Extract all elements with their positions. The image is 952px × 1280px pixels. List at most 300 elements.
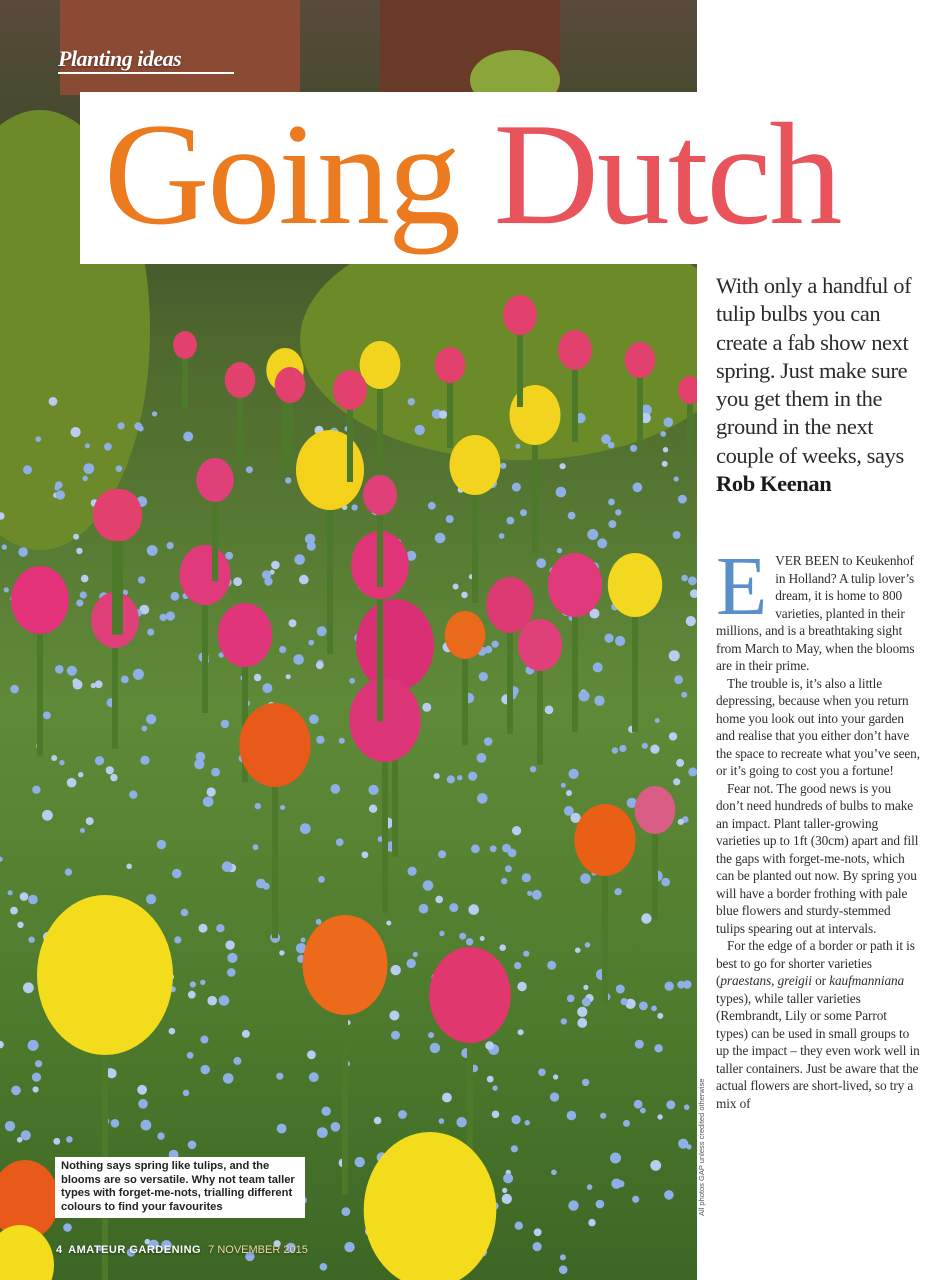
forget-me-not-bloom (65, 868, 72, 875)
forget-me-not-bloom (657, 1013, 663, 1019)
tulip-bloom (0, 1225, 54, 1280)
forget-me-not-bloom (23, 982, 34, 993)
forget-me-not-bloom (567, 995, 575, 1003)
forget-me-not-bloom (80, 591, 87, 598)
forget-me-not-bloom (511, 1115, 520, 1124)
forget-me-not-bloom (86, 817, 94, 825)
tulip-stem (652, 824, 658, 920)
forget-me-not-bloom (21, 1130, 31, 1140)
tulip-stem (447, 376, 453, 448)
tulip-stem (237, 391, 243, 463)
forget-me-not-bloom (55, 665, 64, 674)
forget-me-not-bloom (674, 675, 683, 684)
forget-me-not-bloom (650, 745, 659, 754)
forget-me-not-bloom (435, 533, 446, 544)
forget-me-not-bloom (172, 869, 181, 878)
forget-me-not-bloom (391, 965, 401, 975)
forget-me-not-bloom (203, 797, 214, 808)
forget-me-not-bloom (18, 547, 28, 557)
headline-word-1: Going (104, 93, 459, 255)
forget-me-not-bloom (316, 919, 322, 925)
forget-me-not-bloom (76, 599, 83, 606)
drop-cap: E (716, 540, 768, 633)
forget-me-not-bloom (246, 466, 253, 473)
paragraph-1-text: VER BEEN to Keukenhof in Holland? A tulip lover’s dream, it is home to 800 varieties, planted in their millions, and is a breathtaking sight from March to May, when the blooms are in their prime. (716, 553, 915, 673)
forget-me-not-bloom (78, 772, 83, 777)
forget-me-not-bloom (293, 654, 304, 665)
forget-me-not-bloom (447, 775, 455, 783)
forget-me-not-bloom (547, 961, 556, 970)
forget-me-not-bloom (479, 672, 488, 681)
forget-me-not-bloom (457, 775, 462, 780)
tulip-stem (287, 396, 293, 468)
forget-me-not-bloom (10, 685, 19, 694)
forget-me-not-bloom (262, 683, 272, 693)
tulip-bloom (303, 915, 388, 1015)
forget-me-not-bloom (512, 826, 521, 835)
tulip-stem (462, 649, 468, 745)
tulip-bloom (333, 370, 367, 410)
forget-me-not-bloom (2, 544, 7, 549)
forget-me-not-bloom (499, 533, 505, 539)
article-body (716, 540, 920, 1112)
forget-me-not-bloom (536, 558, 546, 568)
forget-me-not-bloom (560, 463, 566, 469)
forget-me-not-bloom (200, 980, 205, 985)
forget-me-not-bloom (657, 1114, 662, 1119)
forget-me-not-bloom (66, 1136, 73, 1143)
forget-me-not-bloom (651, 1006, 657, 1012)
forget-me-not-bloom (286, 674, 291, 679)
forget-me-not-bloom (141, 1120, 152, 1131)
forget-me-not-bloom (561, 783, 566, 788)
forget-me-not-bloom (95, 756, 104, 765)
forget-me-not-bloom (634, 1100, 643, 1109)
forget-me-not-bloom (503, 1173, 513, 1183)
forget-me-not-bloom (389, 1011, 399, 1021)
forget-me-not-bloom (681, 692, 687, 698)
forget-me-not-bloom (678, 495, 687, 504)
forget-me-not-bloom (639, 1002, 648, 1011)
forget-me-not-bloom (233, 1057, 241, 1065)
forget-me-not-bloom (56, 490, 65, 499)
forget-me-not-bloom (669, 650, 680, 661)
forget-me-not-bloom (532, 890, 542, 900)
forget-me-not-bloom (438, 850, 446, 858)
forget-me-not-bloom (33, 1086, 39, 1092)
tulip-bloom (349, 678, 420, 762)
forget-me-not-bloom (20, 892, 29, 901)
forget-me-not-bloom (612, 747, 618, 753)
forget-me-not-bloom (518, 1029, 524, 1035)
forget-me-not-bloom (309, 714, 319, 724)
page-number: 4 (56, 1244, 63, 1256)
tulip-bloom (196, 458, 233, 502)
forget-me-not-bloom (199, 924, 208, 933)
tulip-bloom (360, 341, 401, 389)
forget-me-not-bloom (484, 737, 493, 746)
forget-me-not-bloom (166, 611, 175, 620)
forget-me-not-bloom (207, 787, 216, 796)
p4-text-c: or (811, 973, 830, 988)
forget-me-not-bloom (4, 587, 9, 592)
forget-me-not-bloom (676, 759, 684, 767)
p4-text-a: For the edge of a border or path it is best to go for shorter varieties ( (716, 938, 915, 988)
forget-me-not-bloom (660, 431, 666, 437)
forget-me-not-bloom (502, 1188, 507, 1193)
forget-me-not-bloom (577, 1018, 587, 1028)
forget-me-not-bloom (608, 520, 616, 528)
forget-me-not-bloom (439, 1118, 445, 1124)
forget-me-not-bloom (522, 873, 531, 882)
forget-me-not-bloom (525, 1120, 530, 1125)
tulip-stem (112, 637, 118, 749)
kicker-underline (58, 72, 234, 74)
forget-me-not-bloom (615, 636, 625, 646)
forget-me-not-bloom (225, 940, 234, 949)
forget-me-not-bloom (8, 890, 13, 895)
forget-me-not-bloom (43, 712, 51, 720)
forget-me-not-bloom (435, 896, 443, 904)
forget-me-not-bloom (587, 529, 598, 540)
tulip-stem (347, 402, 353, 482)
forget-me-not-bloom (502, 844, 511, 853)
forget-me-not-bloom (686, 616, 696, 626)
forget-me-not-bloom (254, 674, 261, 681)
forget-me-not-bloom (11, 1086, 21, 1096)
tulip-bloom (429, 947, 511, 1043)
forget-me-not-bloom (138, 1099, 148, 1109)
forget-me-not-bloom (559, 1265, 568, 1274)
forget-me-not-bloom (530, 766, 536, 772)
forget-me-not-bloom (580, 873, 591, 884)
tulip-stem (202, 593, 208, 713)
forget-me-not-bloom (307, 1050, 316, 1059)
section-kicker: Planting ideas (58, 46, 182, 71)
forget-me-not-bloom (673, 531, 681, 539)
tulip-stem (327, 494, 333, 654)
standfirst (716, 272, 926, 498)
forget-me-not-bloom (305, 534, 315, 544)
forget-me-not-bloom (684, 1104, 690, 1110)
forget-me-not-bloom (545, 706, 554, 715)
forget-me-not-bloom (309, 1072, 319, 1082)
forget-me-not-bloom (511, 1145, 518, 1152)
forget-me-not-bloom (216, 924, 224, 932)
headline (104, 94, 840, 254)
forget-me-not-bloom (485, 646, 493, 654)
forget-me-not-bloom (0, 857, 3, 862)
author-name: Rob Keenan (716, 471, 832, 497)
forget-me-not-bloom (116, 465, 123, 472)
forget-me-not-bloom (582, 998, 591, 1007)
forget-me-not-bloom (408, 867, 417, 876)
p4-species-1: praestans (720, 973, 772, 988)
forget-me-not-bloom (316, 736, 324, 744)
forget-me-not-bloom (550, 1092, 559, 1101)
forget-me-not-bloom (512, 483, 521, 492)
tulip-stem (572, 362, 578, 442)
magazine-name: AMATEUR GARDENING (68, 1244, 202, 1256)
forget-me-not-bloom (641, 913, 651, 923)
forget-me-not-bloom (91, 683, 96, 688)
forget-me-not-bloom (461, 592, 468, 599)
forget-me-not-bloom (553, 1074, 558, 1079)
forget-me-not-bloom (83, 463, 94, 474)
forget-me-not-bloom (28, 1040, 39, 1051)
forget-me-not-bloom (577, 1007, 587, 1017)
paragraph-2: The trouble is, it’s also a little depressing, because when you return home you look out into your garden and realise that you either don’t have the space to recreate what you’ve seen, or it’s going to cost you a fortune! (716, 675, 920, 778)
tulip-bloom (225, 362, 256, 398)
forget-me-not-bloom (95, 680, 103, 688)
tulip-stem (377, 379, 383, 475)
forget-me-not-bloom (492, 641, 499, 648)
forget-me-not-bloom (615, 509, 621, 515)
tulip-stem (532, 433, 538, 553)
forget-me-not-bloom (211, 768, 220, 777)
forget-me-not-bloom (352, 504, 358, 510)
forget-me-not-bloom (147, 629, 154, 636)
forget-me-not-bloom (167, 542, 174, 549)
forget-me-not-bloom (520, 509, 527, 516)
forget-me-not-bloom (386, 921, 391, 926)
forget-me-not-bloom (107, 1069, 117, 1079)
forget-me-not-bloom (604, 634, 613, 643)
forget-me-not-bloom (664, 1190, 674, 1200)
forget-me-not-bloom (55, 481, 63, 489)
forget-me-not-bloom (207, 996, 217, 1006)
forget-me-not-bloom (219, 995, 230, 1006)
forget-me-not-bloom (59, 760, 64, 765)
forget-me-not-bloom (583, 985, 588, 990)
forget-me-not-bloom (608, 499, 615, 506)
forget-me-not-bloom (67, 778, 77, 788)
forget-me-not-bloom (51, 755, 57, 761)
tulip-stem (342, 995, 348, 1195)
forget-me-not-bloom (665, 982, 674, 991)
forget-me-not-bloom (318, 876, 325, 883)
forget-me-not-bloom (492, 1085, 497, 1090)
forget-me-not-bloom (223, 1073, 234, 1084)
page-folio (56, 1244, 308, 1256)
forget-me-not-bloom (517, 982, 526, 991)
forget-me-not-bloom (428, 1032, 434, 1038)
forget-me-not-bloom (183, 432, 193, 442)
forget-me-not-bloom (322, 1107, 331, 1116)
forget-me-not-bloom (200, 1036, 208, 1044)
forget-me-not-bloom (642, 743, 648, 749)
forget-me-not-bloom (83, 476, 88, 481)
p4-text-d: types), while taller varieties (Rembrandt, Lily or some Parrot types) can be used in small groups to up the impact – they even work well in taller containers. Just be aware that the actual flowers are short-lived, so try a mix of (716, 990, 920, 1111)
tulip-stem (182, 353, 188, 409)
tulip-bloom (548, 553, 602, 617)
tulip-bloom (239, 703, 310, 787)
forget-me-not-bloom (569, 769, 579, 779)
tulip-bloom (445, 611, 486, 659)
forget-me-not-bloom (679, 1140, 685, 1146)
tulip-stem (472, 483, 478, 603)
forget-me-not-bloom (661, 878, 670, 887)
forget-me-not-bloom (289, 619, 297, 627)
forget-me-not-bloom (279, 950, 284, 955)
forget-me-not-bloom (138, 426, 144, 432)
forget-me-not-bloom (138, 576, 145, 583)
forget-me-not-bloom (468, 904, 479, 915)
forget-me-not-bloom (688, 576, 697, 585)
forget-me-not-bloom (459, 933, 466, 940)
tulip-stem (637, 371, 643, 443)
forget-me-not-bloom (391, 1031, 400, 1040)
forget-me-not-bloom (271, 561, 280, 570)
forget-me-not-bloom (480, 936, 485, 941)
forget-me-not-bloom (614, 889, 620, 895)
forget-me-not-bloom (490, 845, 497, 852)
tulip-bloom (93, 489, 137, 541)
forget-me-not-bloom (320, 1263, 328, 1271)
forget-me-not-bloom (585, 942, 591, 948)
forget-me-not-bloom (157, 1132, 164, 1139)
tulip-bloom (218, 603, 272, 667)
forget-me-not-bloom (632, 1196, 639, 1203)
forget-me-not-bloom (466, 938, 473, 945)
p4-species-3: kaufmanniana (829, 973, 905, 988)
forget-me-not-bloom (316, 661, 324, 669)
forget-me-not-bloom (683, 980, 692, 989)
forget-me-not-bloom (477, 793, 488, 804)
forget-me-not-bloom (194, 759, 204, 769)
forget-me-not-bloom (121, 676, 129, 684)
forget-me-not-bloom (317, 626, 327, 636)
forget-me-not-bloom (527, 891, 532, 896)
forget-me-not-bloom (317, 1127, 328, 1138)
forget-me-not-bloom (664, 417, 674, 427)
tulip-stem (377, 585, 383, 721)
forget-me-not-bloom (190, 981, 196, 987)
tulip-bloom (363, 475, 397, 515)
forget-me-not-bloom (608, 442, 615, 449)
forget-me-not-bloom (32, 1073, 41, 1082)
tulip-bloom (173, 331, 197, 359)
forget-me-not-bloom (575, 947, 581, 953)
forget-me-not-bloom (673, 778, 680, 785)
forget-me-not-bloom (485, 1041, 494, 1050)
forget-me-not-bloom (439, 931, 444, 936)
forget-me-not-bloom (523, 951, 529, 957)
forget-me-not-bloom (169, 1028, 176, 1035)
tulip-bloom (635, 786, 676, 834)
forget-me-not-bloom (331, 784, 341, 794)
forget-me-not-bloom (515, 444, 520, 449)
forget-me-not-bloom (279, 646, 286, 653)
forget-me-not-bloom (568, 1200, 578, 1210)
forget-me-not-bloom (221, 720, 229, 728)
forget-me-not-bloom (623, 1120, 630, 1127)
tulip-stem (382, 745, 388, 913)
forget-me-not-bloom (104, 443, 112, 451)
forget-me-not-bloom (579, 691, 590, 702)
forget-me-not-bloom (262, 570, 271, 579)
tulip-stem (102, 1023, 108, 1280)
tulip-bloom (180, 545, 231, 605)
forget-me-not-bloom (227, 968, 236, 977)
forget-me-not-bloom (36, 436, 42, 442)
forget-me-not-bloom (10, 907, 18, 915)
tulip-stem (212, 493, 218, 581)
forget-me-not-bloom (654, 1044, 662, 1052)
forget-me-not-bloom (663, 447, 668, 452)
forget-me-not-bloom (446, 515, 454, 523)
forget-me-not-bloom (561, 1018, 567, 1024)
forget-me-not-bloom (587, 1184, 593, 1190)
forget-me-not-bloom (137, 1085, 147, 1095)
forget-me-not-bloom (567, 1111, 577, 1121)
forget-me-not-bloom (49, 397, 58, 406)
forget-me-not-bloom (263, 883, 270, 890)
forget-me-not-bloom (67, 666, 77, 676)
tulip-bloom (574, 804, 635, 876)
forget-me-not-bloom (308, 640, 314, 646)
forget-me-not-bloom (0, 1041, 4, 1048)
forget-me-not-bloom (413, 952, 418, 957)
tulip-bloom (625, 342, 656, 378)
forget-me-not-bloom (674, 476, 679, 481)
forget-me-not-bloom (188, 991, 196, 999)
forget-me-not-bloom (63, 1223, 72, 1232)
tulip-bloom (518, 619, 562, 671)
forget-me-not-bloom (422, 703, 431, 712)
paragraph-3: Fear not. The good news is you don’t need hundreds of bulbs to make an impact. Plant taller-growing varieties up to 1ft (30cm) apart and fill the gaps with forget-me-nots, which can be planted out now. By spring you will have a border frothing with pale blue flowers and sturdy-stemmed tulips spearing out at intervals. (716, 780, 919, 936)
forget-me-not-bloom (362, 851, 369, 858)
forget-me-not-bloom (28, 937, 34, 943)
forget-me-not-bloom (276, 1073, 283, 1080)
tulip-bloom (608, 553, 662, 617)
tulip-stem (632, 604, 638, 732)
forget-me-not-bloom (596, 1200, 605, 1209)
forget-me-not-bloom (336, 838, 344, 846)
forget-me-not-bloom (299, 575, 309, 585)
forget-me-not-bloom (662, 461, 668, 467)
forget-me-not-bloom (597, 538, 607, 548)
forget-me-not-bloom (633, 483, 643, 493)
forget-me-not-bloom (600, 1113, 606, 1119)
forget-me-not-bloom (71, 427, 81, 437)
forget-me-not-bloom (630, 445, 637, 452)
forget-me-not-bloom (434, 773, 440, 779)
forget-me-not-bloom (133, 669, 144, 680)
title-banner (80, 92, 922, 264)
forget-me-not-bloom (227, 953, 237, 963)
tulip-stem (572, 604, 578, 732)
forget-me-not-bloom (588, 1219, 595, 1226)
forget-me-not-bloom (501, 878, 507, 884)
tulip-bloom (450, 435, 501, 495)
forget-me-not-bloom (419, 904, 429, 914)
forget-me-not-bloom (533, 1242, 542, 1251)
forget-me-not-bloom (331, 1122, 341, 1132)
forget-me-not-bloom (557, 548, 562, 553)
forget-me-not-bloom (492, 1111, 500, 1119)
forget-me-not-bloom (349, 678, 355, 684)
forget-me-not-bloom (294, 554, 305, 565)
forget-me-not-bloom (222, 861, 233, 872)
forget-me-not-bloom (442, 1093, 452, 1103)
forget-me-not-bloom (618, 1180, 625, 1187)
p4-species-2: greigii (777, 973, 812, 988)
forget-me-not-bloom (468, 772, 477, 781)
forget-me-not-bloom (666, 1100, 675, 1109)
forget-me-not-bloom (477, 753, 487, 763)
forget-me-not-bloom (502, 1194, 512, 1204)
